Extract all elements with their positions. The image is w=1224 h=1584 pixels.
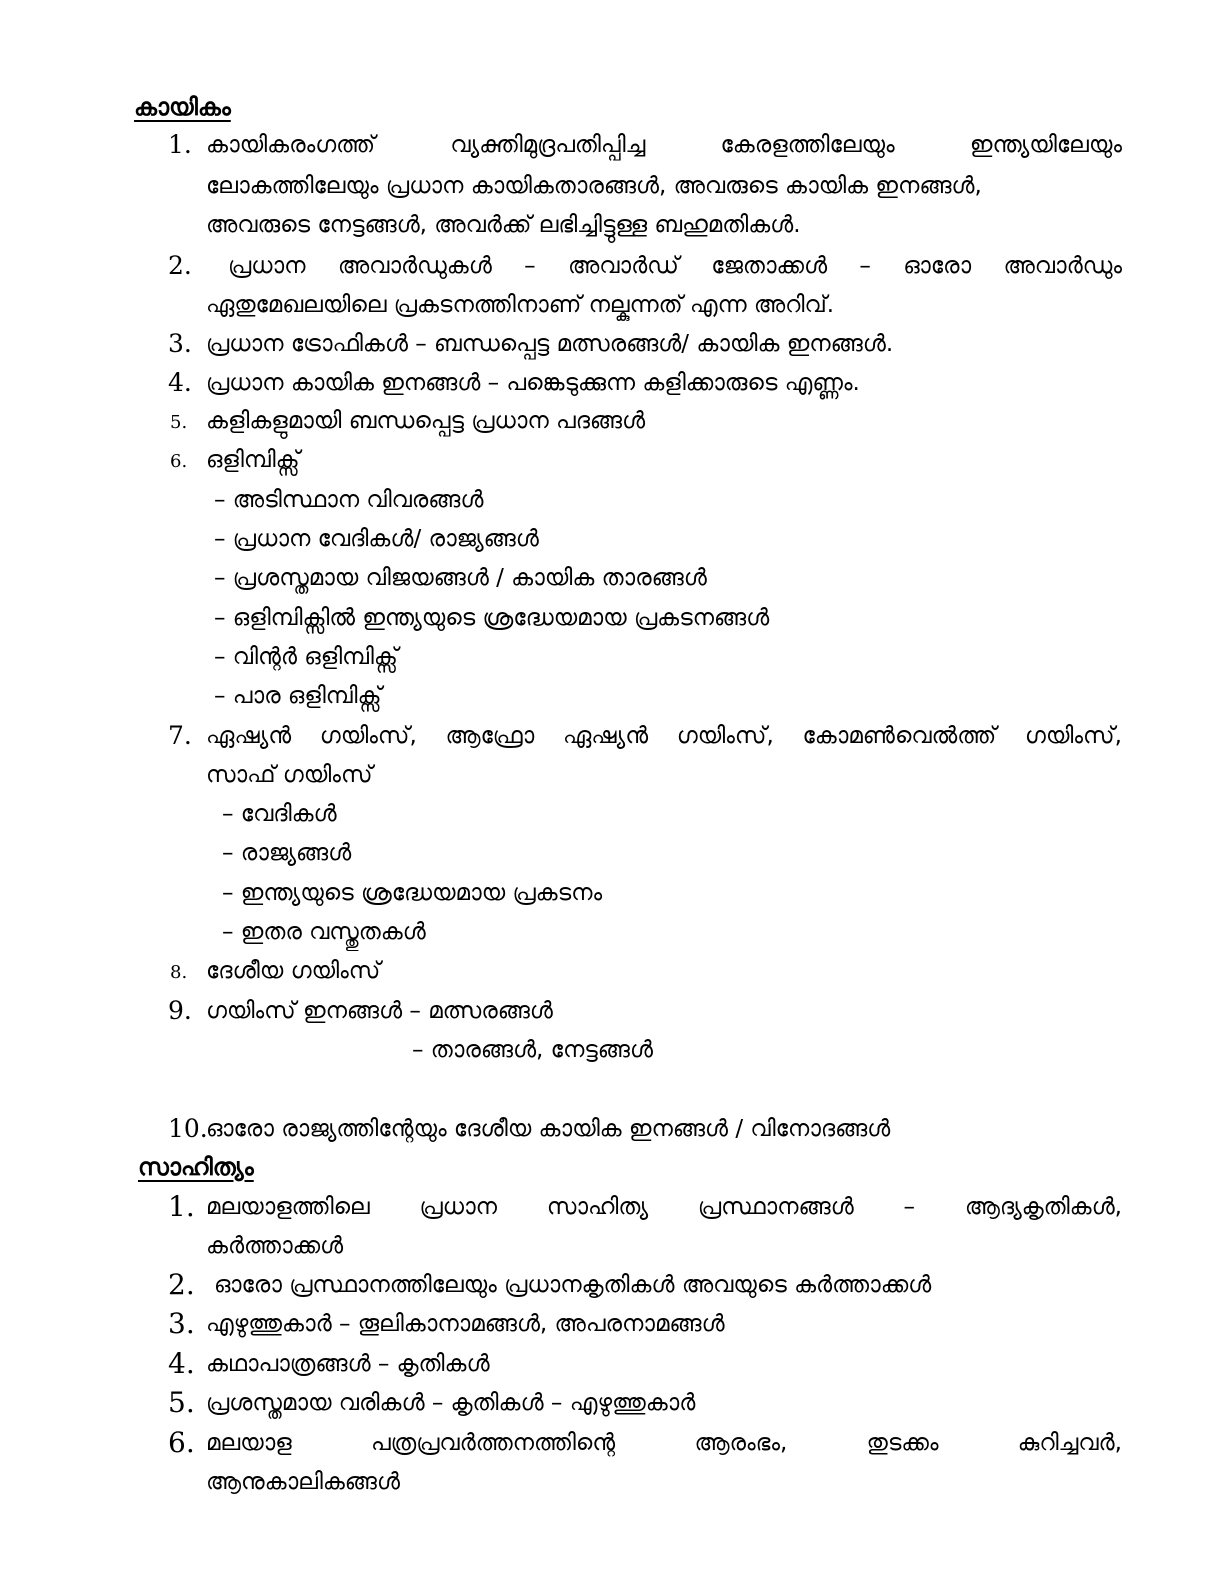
sub-item: – ഇന്ത്യയുടെ ശ്രദ്ധേയമായ പ്രകടനം: [222, 880, 603, 906]
word: പ്രധാന: [228, 253, 306, 279]
item-number: 5.: [168, 1386, 195, 1419]
item-10-text: ഓരോ രാജ്യത്തിന്റേയും ദേശീയ കായിക ഇനങ്ങൾ / വിനോദങ്ങൾ: [206, 1116, 891, 1142]
item-1-line-3: അവരുടെ നേട്ടങ്ങൾ, അവർക്ക് ലഭിച്ചിട്ടുള്ള ബഹുമതികൾ.: [206, 212, 801, 238]
lit-item-3-text: എഴുത്തുകാർ – തൂലികാനാമങ്ങൾ, അപരനാമങ്ങൾ: [206, 1311, 725, 1337]
word: ഗയിംസ്,: [319, 723, 417, 749]
item-1-line-2: ലോകത്തിലേയും പ്രധാന കായികതാരങ്ങൾ, അവരുടെ കായിക ഇനങ്ങൾ,: [206, 173, 982, 199]
lit-item-2-text: ഓരോ പ്രസ്ഥാനത്തിലേയും പ്രധാനകൃതികൾ അവയുടെ കർത്താക്കൾ: [214, 1272, 932, 1298]
word: പ്രധാന: [419, 1194, 498, 1220]
item-number: 6.: [170, 451, 188, 472]
item-2-line-1: [228, 251, 1122, 281]
sub-item: – രാജ്യങ്ങൾ: [222, 840, 352, 866]
word: മലയാള: [206, 1430, 292, 1456]
word: ഇന്ത്യയിലേയും: [969, 132, 1122, 158]
section-heading-literature: സാഹിത്യം: [138, 1153, 254, 1181]
item-1-line-1: [206, 130, 1122, 160]
item-number: 3.: [168, 1307, 195, 1340]
sub-item: – വിന്റർ ഒളിമ്പിക്സ്: [214, 644, 398, 670]
section-heading-sports: കായികം: [134, 93, 231, 121]
item-number: 3.: [168, 329, 192, 358]
lit-item-5-text: പ്രശസ്തമായ വരികൾ – കൃതികൾ – എഴുത്തുകാർ: [206, 1390, 696, 1416]
word: മലയാളത്തിലെ: [206, 1194, 370, 1220]
item-6-text: ഒളിമ്പിക്സ്: [206, 447, 300, 473]
word: ആരംഭം,: [694, 1430, 788, 1456]
sub-item: – അടിസ്ഥാന വിവരങ്ങൾ: [214, 487, 484, 513]
item-8-text: ദേശീയ ഗയിംസ്: [206, 958, 381, 984]
word: ഗയിംസ്,: [1024, 723, 1122, 749]
item-number: 2.: [168, 251, 192, 280]
item-number: 2.: [168, 1268, 195, 1301]
word: കായികരംഗത്ത്: [206, 132, 376, 158]
item-number: 4.: [168, 368, 192, 397]
item-number: 5.: [170, 412, 188, 433]
lit-item-1-line-2: കർത്താക്കൾ: [206, 1233, 344, 1259]
item-number: 4.: [168, 1347, 195, 1380]
item-5-text: കളികളുമായി ബന്ധപ്പെട്ട പ്രധാന പദങ്ങൾ: [206, 408, 646, 434]
word: ഗയിംസ്,: [676, 723, 774, 749]
sub-item: – പ്രധാന വേദികൾ/ രാജ്യങ്ങൾ: [214, 526, 539, 552]
word: കോമൺവെൽത്ത്: [802, 723, 997, 749]
word: –: [524, 253, 536, 279]
word: സാഹിത്യ: [546, 1194, 649, 1220]
item-number: 1.: [168, 130, 192, 159]
word: –: [903, 1194, 915, 1220]
item-7-line-1: [206, 721, 1122, 751]
sub-item: – താരങ്ങൾ, നേട്ടങ്ങൾ: [412, 1037, 653, 1063]
item-number: 1.: [168, 1190, 195, 1223]
item-2-line-2: ഏതുമേഖലയിലെ പ്രകടനത്തിനാണ് നല്കുന്നത് എന്ന അറിവ്.: [206, 292, 835, 318]
sub-item: – ഒളിമ്പിക്സിൽ ഇന്ത്യയുടെ ശ്രദ്ധേയമായ പ്രകടനങ്ങൾ: [214, 605, 770, 631]
item-number: 6.: [168, 1426, 195, 1459]
word: പ്രസ്ഥാനങ്ങൾ: [697, 1194, 854, 1220]
item-3-text: പ്രധാന ട്രോഫികൾ – ബന്ധപ്പെട്ട മത്സരങ്ങൾ/ കായിക ഇനങ്ങൾ.: [206, 331, 894, 357]
word: വ്യക്തിമുദ്രപതിപ്പിച്ച: [450, 132, 646, 158]
item-4-text: പ്രധാന കായിക ഇനങ്ങൾ – പങ്കെടുക്കുന്ന കളിക്കാരുടെ എണ്ണം.: [206, 370, 860, 396]
item-number: 8.: [170, 962, 188, 983]
word: കുറിച്ചവർ,: [1017, 1430, 1122, 1456]
item-9-text: ഗയിംസ് ഇനങ്ങൾ – മത്സരങ്ങൾ: [206, 998, 553, 1024]
lit-item-1-line-1: [206, 1192, 1122, 1222]
word: ജേതാക്കൾ: [711, 253, 828, 279]
word: കേരളത്തിലേയും: [720, 132, 895, 158]
word: –: [859, 253, 871, 279]
lit-item-6-line-2: ആനുകാലികങ്ങൾ: [206, 1469, 400, 1495]
word: ഓരോ: [903, 253, 972, 279]
word: പത്രപ്രവർത്തനത്തിന്റെ: [371, 1430, 616, 1456]
word: ഏഷ്യൻ: [562, 723, 649, 749]
lit-item-4-text: കഥാപാത്രങ്ങൾ – കൃതികൾ: [206, 1351, 490, 1377]
sub-item: – ഇതര വസ്തുതകൾ: [222, 919, 426, 945]
lit-item-6-line-1: [206, 1428, 1122, 1458]
sub-item: – പ്രശസ്തമായ വിജയങ്ങൾ / കായിക താരങ്ങൾ: [214, 565, 707, 591]
word: അവാർഡുകൾ: [337, 253, 492, 279]
item-7-line-2: സാഫ് ഗയിംസ്: [206, 762, 373, 788]
word: ഏഷ്യൻ: [206, 723, 292, 749]
word: തുടക്കം: [866, 1430, 939, 1456]
item-number: 7.: [168, 721, 192, 750]
word: ആഫ്രോ: [445, 723, 535, 749]
item-number: 10.: [168, 1114, 208, 1143]
word: അവാർഡ്: [567, 253, 679, 279]
word: അവാർഡും: [1003, 253, 1122, 279]
word: ആദ്യകൃതികൾ,: [964, 1194, 1122, 1220]
item-number: 9.: [168, 996, 192, 1025]
sub-item: – പാര ഒളിമ്പിക്സ്: [214, 683, 382, 709]
sub-item: – വേദികൾ: [222, 801, 337, 827]
